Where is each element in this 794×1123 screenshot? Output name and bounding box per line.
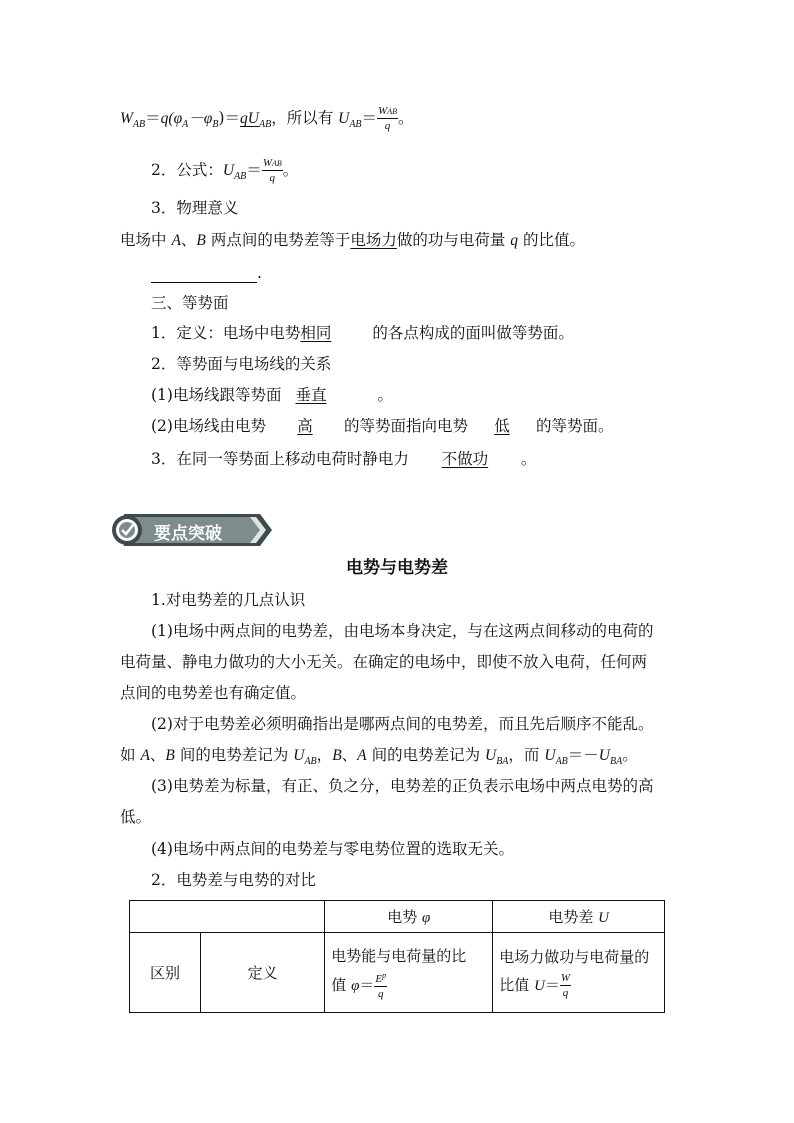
relation-1: (1)电场线跟等势面 垂直 。 [151,386,393,404]
key-points-badge [110,510,275,550]
expr-minus-phi: －φ [188,110,213,127]
subscript: AB [234,171,247,182]
blank-line: . [151,263,262,283]
para-6-heading: 2．电势差与电势的对比 [151,871,316,889]
underlined-answer: 相同 [300,324,332,342]
fraction-w-over-q: $\frac{\text{WAB}}{q}$ [378,105,398,132]
phi-def-line-2: 值 φ＝ $\frac{E^p}{q}$ [331,971,387,1000]
table-header-phi: 电势 φ [325,901,493,933]
answer-blank [151,266,257,283]
para-4-line-1: (3)电势差为标量，有正、负之分，电势差的正负表示电场中两点电势的高 [151,777,654,795]
u-def-line-1: 电场力做功与电荷量的 [499,948,650,966]
symbol-u: U [222,162,235,179]
comparison-table [129,900,665,1013]
para-2-line-1: (1)电场中两点间的电势差，由电场本身决定，与在这两点间移动的电荷的 [151,622,654,640]
equals: ＝ [246,161,262,179]
table-header-u: 电势差 U [493,901,665,933]
underlined-answer: 不做功 [441,450,489,468]
table-cell-empty [130,901,325,933]
item-label: 2．公式： [151,161,223,179]
underlined-answer: 低 [494,417,510,435]
section-heading: 电势与电势差 [346,558,448,578]
expr-q-phi: q(φ [160,110,183,127]
subscript: AB [349,119,362,130]
equals: ＝ [145,109,161,127]
para-4-line-2: 低。 [120,808,152,826]
subscript: AB [258,119,272,130]
formula-line [120,106,414,135]
para-2-line-3: 点间的电势差也有确定值。 [120,684,307,702]
para-5: (4)电场中两点间的电势差与零电势位置的选取无关。 [151,840,514,858]
table-header-row [130,901,665,933]
phi-def-line-1: 电势能与电荷量的比 [331,947,467,965]
subscript: AB [132,119,146,130]
symbol-u: U [338,110,350,127]
underlined-answer: 高 [297,417,313,435]
para-3-line-2: 如 A、B 间的电势差记为 $U_{AB}$，B、A 间的电势差记为 $U_{BA}$，而 $U_{AB}=-U_{BA}$。 [120,746,638,767]
item-physical-meaning: 3．物理意义 [151,199,239,217]
formula-item [151,158,298,187]
table-cell-dingyi: 定义 [201,933,325,1013]
table-row [130,933,665,1013]
fraction-w-over-q: $\frac{W}{q}$ [560,972,571,999]
relation-title: 2．等势面与电场线的关系 [151,355,332,373]
para-2-line-2: 电荷量、静电力做功的大小无关。在确定的电场中，即使不放入电荷，任何两 [120,653,648,671]
expr-close: )＝ [218,109,241,127]
text-so: ，所以有 [271,109,339,127]
item-3-no-work: 3．在同一等势面上移动电荷时静电力 不做功 。 [151,450,537,468]
symbol-w: W [120,110,133,127]
underlined-answer: 垂直 [295,386,327,404]
def-line: 1．定义：电场中电势相同 的各点构成的面叫做等势面。 [151,324,574,342]
badge-label: 要点突破 [154,524,222,544]
para-3-line-1: (2)对于电势差必须明确指出是哪两点间的电势差，而且先后顺序不能乱。 [151,715,654,733]
subscript: A [182,119,189,130]
table-cell-phi-def [325,933,493,1013]
period: 。 [282,161,299,179]
table-cell-u-def [493,933,665,1013]
u-def-line-2: 比值 U＝ $\frac{W}{q}$ [499,972,571,999]
period: 。 [398,109,414,127]
meaning-text: 电场中 A、B 两点间的电势差等于电场力做的功与电荷量 q 的比值。 [120,231,585,249]
para-1-heading: 1.对电势差的几点认识 [151,591,306,609]
subscript: B [212,119,219,130]
equals: ＝ [361,109,378,127]
fraction-ep-over-q: $\frac{E^p}{q}$ [375,971,387,1000]
fraction-w-over-q: $\frac{\text{WAB}}{q}$ [262,157,282,184]
table-cell-qubie: 区别 [130,933,201,1013]
relation-2: (2)电场线由电势 高 的等势面指向电势 低 的等势面。 [151,417,614,435]
expr-qu: qU [240,110,259,127]
section-equipotential-title: 三、等势面 [151,294,229,312]
